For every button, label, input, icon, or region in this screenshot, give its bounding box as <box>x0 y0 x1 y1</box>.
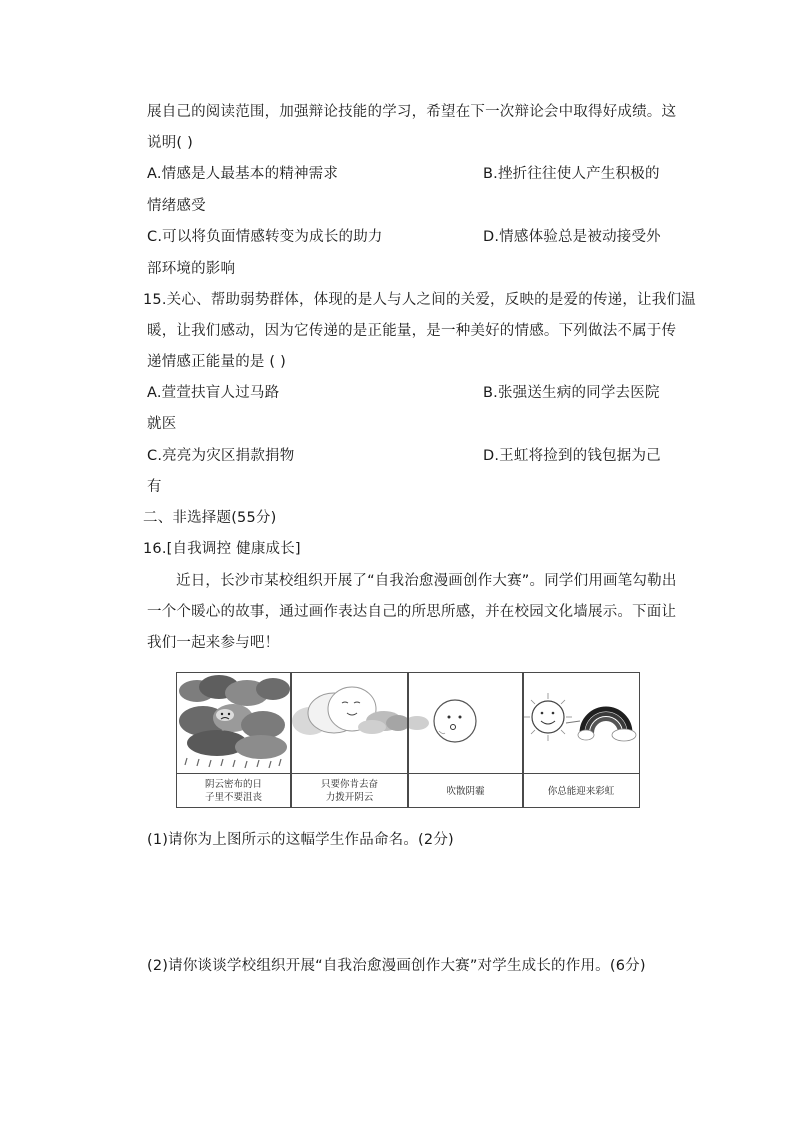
comic-caption-4-line1: 你总能迎来彩虹 <box>547 785 615 797</box>
comic-caption-row <box>177 773 639 808</box>
comic-caption-3-line1: 吹散阴霾 <box>446 785 485 797</box>
q15-option-d-wrap: 有 <box>147 479 162 495</box>
q15-option-b-wrap: 就医 <box>147 416 177 432</box>
comic-caption-2-line2: 力拨开阴云 <box>325 792 374 803</box>
comic-caption-1-line2: 子里不要沮丧 <box>204 792 262 803</box>
q14-stem-line2: 说明( ) <box>147 135 193 151</box>
q16-paragraph-line3: 我们一起来参与吧！ <box>147 635 280 651</box>
comic-panel-pushing-clouds <box>292 673 407 773</box>
comic-caption-1 <box>177 774 290 808</box>
q15-stem-line3: 递情感正能量的是 ( ) <box>147 354 286 370</box>
q15-option-c: C.亮亮为灾区捐款捐物 <box>147 448 295 464</box>
comic-panel-blowing <box>409 673 522 773</box>
section-heading: 二、非选择题(55分) <box>143 510 277 526</box>
q15-stem-line1: 15.关心、帮助弱势群体，体现的是人与人之间的关爱，反映的是爱的传递，让我们温 <box>143 292 696 308</box>
sun-rainbow-icon <box>524 673 638 773</box>
comic-caption-3 <box>409 774 522 808</box>
q15-option-b: B.张强送生病的同学去医院 <box>483 385 660 401</box>
q16-paragraph-line1: 近日，长沙市某校组织开展了“自我治愈漫画创作大赛”。同学们用画笔勾勒出 <box>176 573 677 589</box>
comic-caption-1-line1: 阴云密布的日 <box>204 779 262 790</box>
q15-option-a: A.萱萱扶盲人过马路 <box>147 385 280 401</box>
comic-panel-rainbow <box>524 673 638 773</box>
comic-caption-2 <box>292 774 407 808</box>
blowing-face-icon <box>409 673 522 773</box>
q14-option-b: B.挫折往往使人产生积极的 <box>483 166 660 182</box>
q15-stem-line2: 暖，让我们感动，因为它传递的是正能量，是一种美好的情感。下列做法不属于传 <box>147 323 677 339</box>
q14-option-d: D.情感体验总是被动接受外 <box>483 229 661 245</box>
cloud-face-icon <box>292 673 407 773</box>
q16-subquestion-1: (1)请你为上图所示的这幅学生作品命名。(2分) <box>147 832 454 848</box>
comic-caption-2-line1: 只要你肯去奋 <box>320 779 378 790</box>
q14-option-c: C.可以将负面情感转变为成长的助力 <box>147 229 383 245</box>
rain-cloud-icon <box>177 673 290 773</box>
q16-paragraph-line2: 一个个暖心的故事，通过画作表达自己的所思所感，并在校园文化墙展示。下面让 <box>147 604 677 620</box>
q14-option-d-wrap: 部环境的影响 <box>147 261 236 277</box>
q16-title: 16.[自我调控 健康成长] <box>143 541 301 557</box>
q14-option-b-wrap: 情绪感受 <box>147 198 206 214</box>
q15-option-d: D.王虹将捡到的钱包据为己 <box>483 448 661 464</box>
q14-stem-line1: 展自己的阅读范围，加强辩论技能的学习，希望在下一次辩论会中取得好成绩。这 <box>147 104 677 120</box>
q14-option-a: A.情感是人最基本的精神需求 <box>147 166 339 182</box>
comic-strip-figure <box>176 672 640 808</box>
q16-subquestion-2: (2)请你谈谈学校组织开展“自我治愈漫画创作大赛”对学生成长的作用。(6分) <box>147 958 646 974</box>
comic-caption-4 <box>524 774 638 808</box>
comic-panel-rain-clouds <box>177 673 290 773</box>
